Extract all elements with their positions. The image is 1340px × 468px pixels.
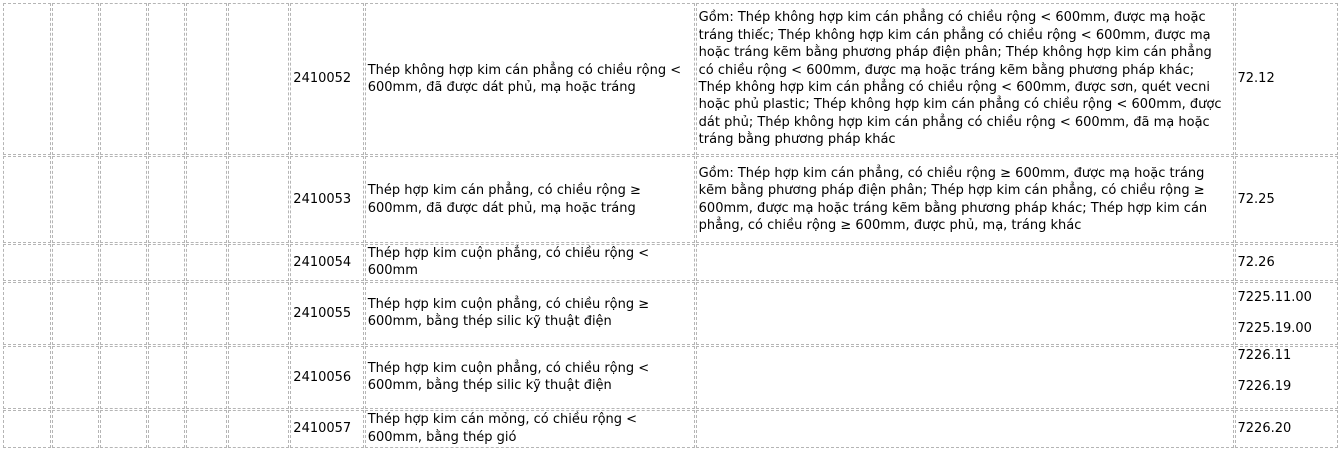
table-row: [3, 244, 1338, 281]
empty-cell: [3, 282, 51, 345]
empty-cell: [148, 410, 185, 448]
hs-code: 72.12: [1237, 71, 1275, 87]
hs-code: 72.25: [1237, 191, 1275, 207]
product-name-cell: Thép hợp kim cuộn phẳng, có chiều rộng ≥ 600mm, bằng thép silic kỹ thuật điện: [365, 282, 695, 345]
product-code-cell: 2410055: [290, 282, 363, 345]
hs-code-cell: [1235, 156, 1339, 243]
hs-code-cell: [1235, 282, 1339, 345]
empty-cell: [228, 156, 289, 243]
empty-cell: [228, 244, 289, 281]
table-row: [3, 346, 1338, 409]
empty-cell: [186, 282, 227, 345]
hs-code: 72.26: [1237, 254, 1275, 270]
empty-cell: [100, 244, 147, 281]
empty-cell: [3, 156, 51, 243]
hs-code: 7226.11: [1237, 347, 1292, 363]
empty-cell: [228, 282, 289, 345]
empty-cell: [3, 410, 51, 448]
empty-cell: [52, 346, 100, 409]
empty-cell: [148, 244, 185, 281]
empty-cell: [52, 410, 100, 448]
empty-cell: [148, 282, 185, 345]
empty-cell: [148, 3, 185, 155]
empty-cell: [3, 244, 51, 281]
empty-cell: [228, 346, 289, 409]
product-code-cell: 2410053: [290, 156, 363, 243]
hs-code: 7225.11.00: [1237, 289, 1312, 305]
empty-cell: [52, 3, 100, 155]
table-row: [3, 156, 1338, 243]
table-row: [3, 282, 1338, 345]
empty-cell: [186, 410, 227, 448]
table-row: [3, 410, 1338, 448]
empty-cell: [100, 346, 147, 409]
empty-cell: [3, 346, 51, 409]
empty-cell: [186, 244, 227, 281]
empty-cell: [228, 3, 289, 155]
empty-cell: [148, 156, 185, 243]
empty-cell: [52, 244, 100, 281]
product-name-cell: Thép hợp kim cuộn phẳng, có chiều rộng < 600mm, bằng thép silic kỹ thuật điện: [365, 346, 695, 409]
empty-cell: [100, 3, 147, 155]
hs-code: 7226.20: [1237, 421, 1292, 437]
product-name-cell: Thép hợp kim cán phẳng, có chiều rộng ≥ 600mm, đã được dát phủ, mạ hoặc tráng: [365, 156, 695, 243]
empty-cell: [52, 156, 100, 243]
product-description-cell: [696, 346, 1234, 409]
product-description-cell: Gồm: Thép hợp kim cán phẳng, có chiều rộng ≥ 600mm, được mạ hoặc tráng kẽm bằng phương pháp điện phân; Thép hợp kim cán phẳng, có chiều rộng ≥ 600mm, được mạ hoặc tráng kẽm bằng phương pháp khác; Thép hợp kim cán phẳng, có chiều rộng ≥ 600mm, được phủ, mạ, tráng khác: [696, 156, 1234, 243]
empty-cell: [148, 346, 185, 409]
empty-cell: [100, 282, 147, 345]
product-code-cell: 2410054: [290, 244, 363, 281]
empty-cell: [100, 156, 147, 243]
empty-cell: [3, 3, 51, 155]
hs-code: 7226.19: [1237, 379, 1292, 395]
product-name-cell: Thép hợp kim cán mỏng, có chiều rộng < 600mm, bằng thép gió: [365, 410, 695, 448]
product-code-cell: 2410052: [290, 3, 363, 155]
hs-code-cell: [1235, 410, 1339, 448]
empty-cell: [100, 410, 147, 448]
empty-cell: [186, 3, 227, 155]
product-code-cell: 2410057: [290, 410, 363, 448]
product-code-table: [2, 2, 1339, 449]
product-name-cell: Thép hợp kim cuộn phẳng, có chiều rộng < 600mm: [365, 244, 695, 281]
product-description-cell: [696, 282, 1234, 345]
product-name-cell: Thép không hợp kim cán phẳng có chiều rộng < 600mm, đã được dát phủ, mạ hoặc tráng: [365, 3, 695, 155]
empty-cell: [228, 410, 289, 448]
empty-cell: [186, 156, 227, 243]
empty-cell: [52, 282, 100, 345]
hs-code: 7225.19.00: [1237, 321, 1312, 337]
product-code-cell: 2410056: [290, 346, 363, 409]
product-description-cell: [696, 410, 1234, 448]
table-row: [3, 3, 1338, 155]
hs-code-cell: [1235, 346, 1339, 409]
product-description-cell: Gồm: Thép không hợp kim cán phẳng có chiều rộng < 600mm, được mạ hoặc tráng thiếc; Thép không hợp kim cán phẳng có chiều rộng < 600mm, được mạ hoặc tráng kẽm bằng phương pháp điện phân; Thép không hợp kim cán phẳng có chiều rộng < 600mm, được mạ hoặc tráng kẽm bằng phương pháp khác; Thép không hợp kim cán phẳng có chiều rộng < 600mm, được sơn, quét vecni hoặc phủ plastic; Thép không hợp kim cán phẳng có chiều rộng < 600mm, được dát phủ; Thép không hợp kim cán phẳng có chiều rộng < 600mm, đã mạ hoặc tráng bằng phương pháp khác: [696, 3, 1234, 155]
hs-code-cell: [1235, 244, 1339, 281]
empty-cell: [186, 346, 227, 409]
hs-code-cell: [1235, 3, 1339, 155]
product-description-cell: [696, 244, 1234, 281]
